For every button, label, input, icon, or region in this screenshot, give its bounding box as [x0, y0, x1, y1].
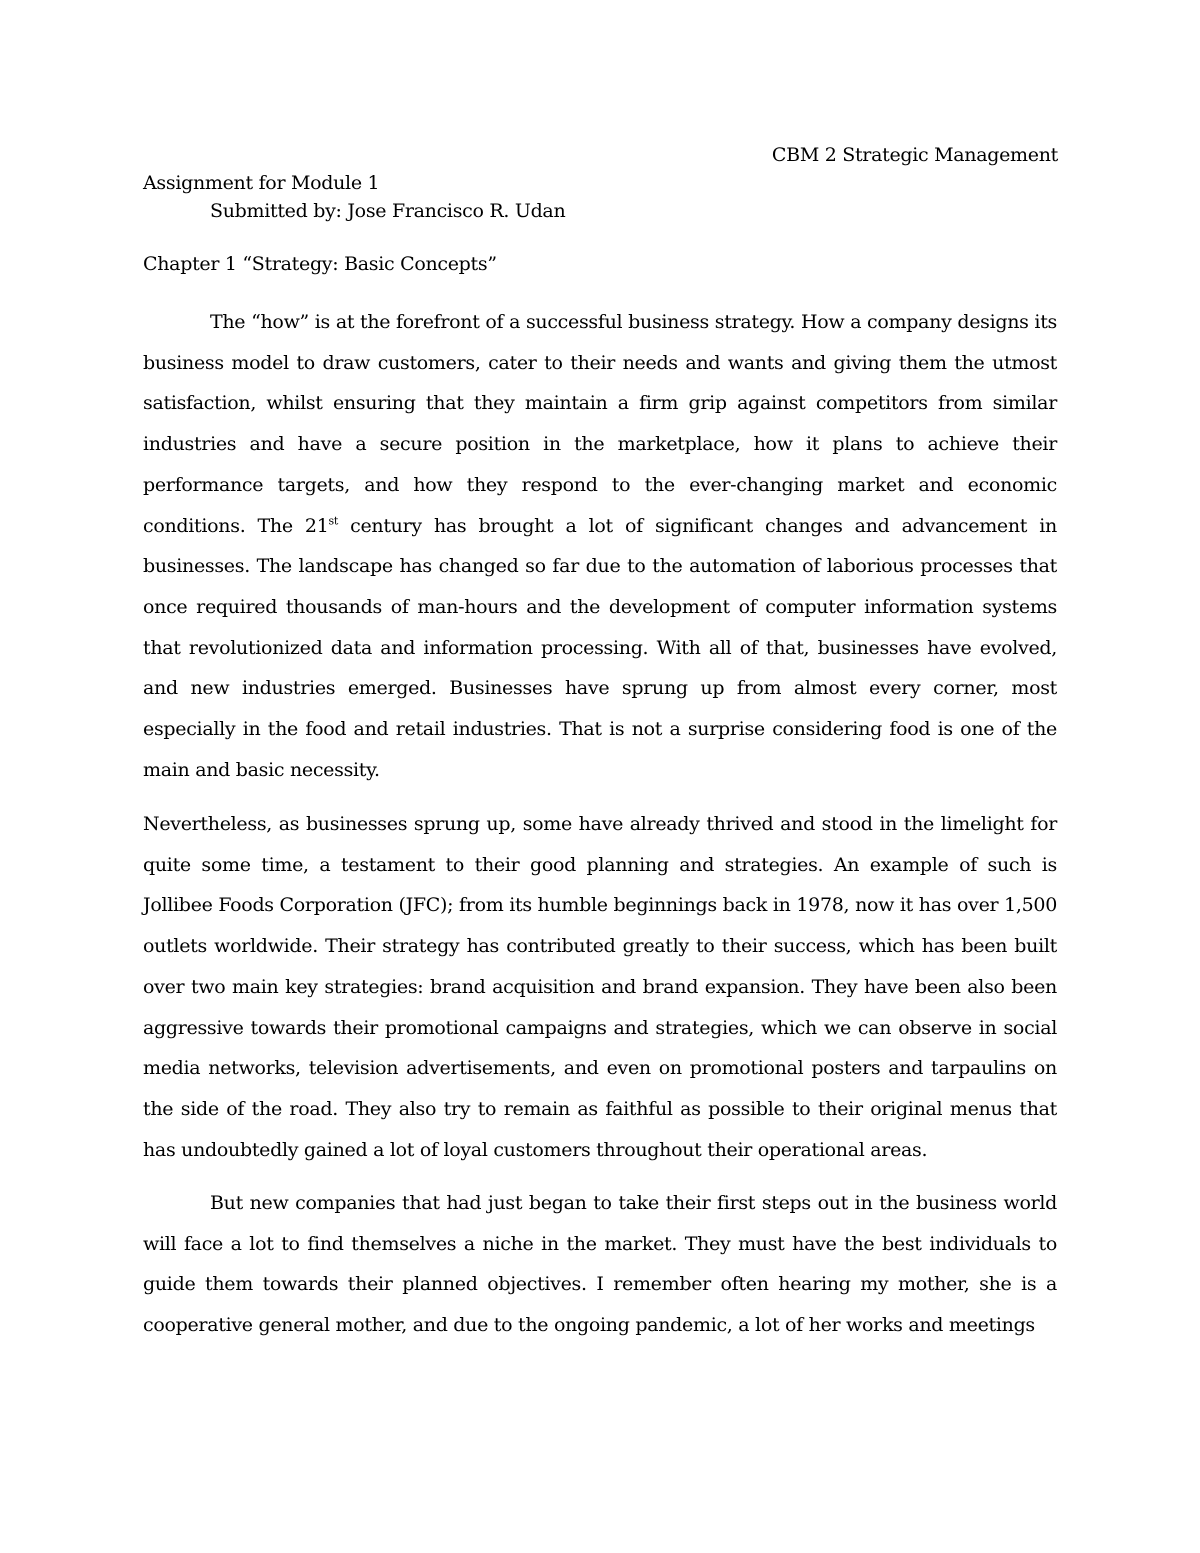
assignment-title: Assignment for Module 1 — [143, 172, 380, 194]
paragraph-1 — [143, 302, 1057, 790]
paragraph-2: Nevertheless, as businesses sprung up, some have already thrived and stood in the limelight for quite some time, a testament to their good planning and strategies. An example of such is Jollibee Foods Corporation (JFC); from its humble beginnings back in 1978, now it has over 1,500 outlets worldwide. Their strategy has contributed greatly to their success, which has been built over two main key strategies: brand acquisition and brand expansion. They have been also been aggressive towards their promotional campaigns and strategies, which we can observe in social media networks, television advertisements, and even on promotional posters and tarpaulins on the side of the road. They also try to remain as faithful as possible to their original menus that has undoubtedly gained a lot of loyal customers throughout their operational areas. — [143, 813, 1057, 1161]
ordinal-superscript: st — [328, 514, 338, 528]
paragraph-1-text-a: The “how” is at the forefront of a successful business strategy. How a company designs its business model to draw customers, cater to their needs and wants and giving them the utmost satisfaction, whilst ensuring that they maintain a firm grip against competitors from similar industries and have a secure position in the marketplace, how it plans to achieve their performance targets, and how they respond to the ever-changing market and economic conditions. The 21 — [143, 311, 1057, 537]
chapter-title: Chapter 1 “Strategy: Basic Concepts” — [143, 253, 497, 275]
course-heading: CBM 2 Strategic Management — [771, 144, 1058, 166]
submitted-by-line: Submitted by: Jose Francisco R. Udan — [210, 200, 566, 222]
paragraph-1-text-b: century has brought a lot of significant changes and advancement in businesses. The landscape has changed so far due to the automation of laborious processes that once required thousands of man-hours and the development of computer information systems that revolutionized data and information processing. With all of that, businesses have evolved, and new industries emerged. Businesses have sprung up from almost every corner, most especially in the food and retail industries. That is not a surprise considering food is one of the main and basic necessity. — [143, 514, 1057, 781]
paragraph-3: But new companies that had just began to take their first steps out in the business world will face a lot to find themselves a niche in the market. They must have the best individuals to guide them towards their planned objectives. I remember often hearing my mother, she is a cooperative general mother, and due to the ongoing pandemic, a lot of her works and meetings — [143, 1192, 1057, 1337]
